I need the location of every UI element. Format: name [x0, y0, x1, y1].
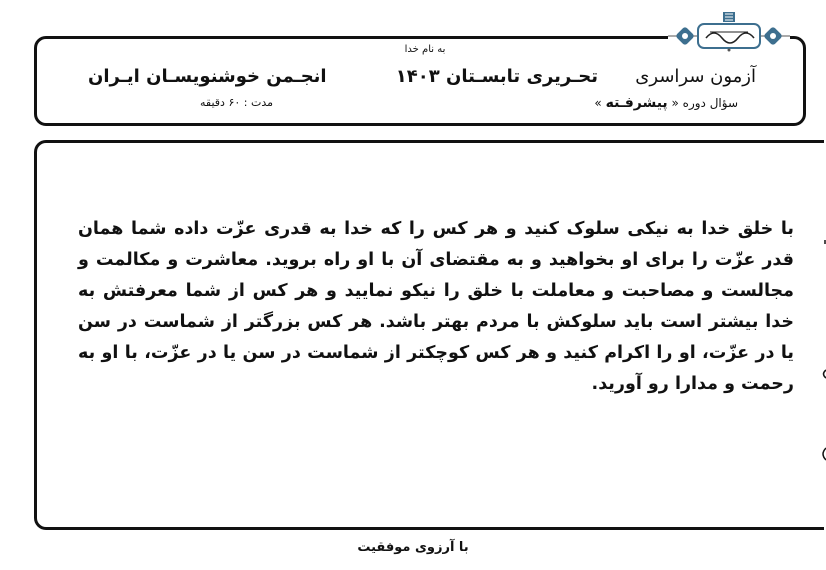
course-level-line [594, 95, 738, 111]
bismillah-text: به نام خدا [404, 44, 446, 55]
level-suffix: » [594, 96, 602, 110]
exam-session-title: تحـریری تابسـتان ۱۴۰۳ [395, 66, 598, 87]
good-luck-footer: با آرزوی موفقیت [357, 540, 469, 555]
page-edge-marks [818, 180, 826, 480]
exam-duration: مدت : ۶۰ دقیقه [200, 96, 273, 109]
level-prefix: سؤال دوره « [671, 96, 738, 110]
level-name: پیشرفـته [605, 95, 668, 111]
organization-name: انجـمن خوشنویسـان ایـران [88, 66, 327, 87]
exam-passage-text: با خلق خدا به نیکی سلوک کنید و هر کس را که خدا به قدری عزّت داده شما همان قدر عزّت را برای او بخواهید و به مقتضای آن با او راه بروید. معاشرت و مکالمت و مجالست و مصاحبت و معاملت با خلق را نیکو نمایید و هر کس از شما معرفتش به خدا بیشتر است باید سلوکش با مردم بهتر باشد. هر کس بزرگتر از شماست در سن یا در عزّت، او را اکرام کنید و هر کس کوچکتر از شماست در سن یا در عزّت، با او به رحمت و مدارا رو آورید. [78, 219, 794, 394]
calligraphy-logo-icon [668, 10, 790, 54]
exam-title: آزمون سراسری [635, 66, 756, 87]
association-logo [668, 10, 790, 54]
